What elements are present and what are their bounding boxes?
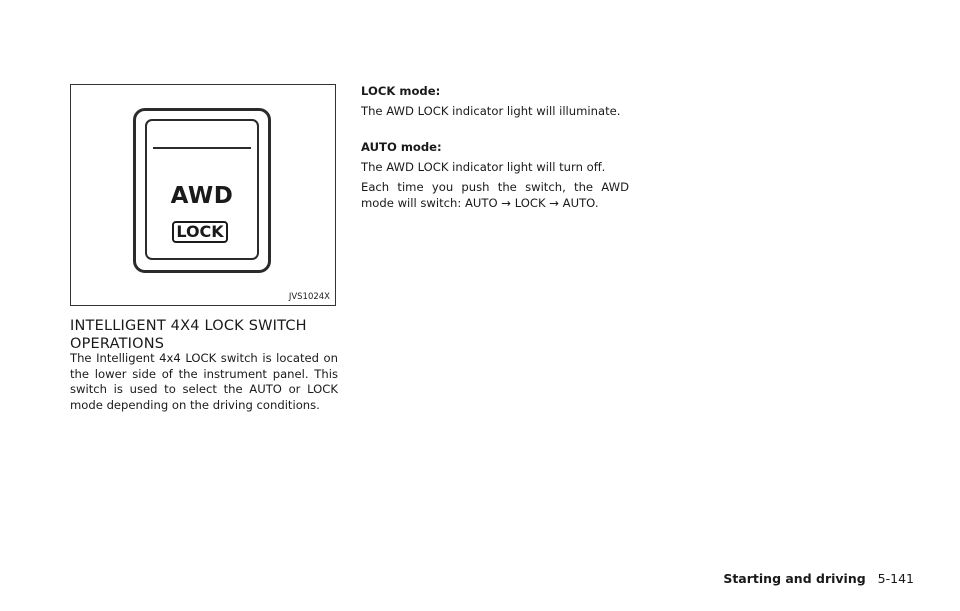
intro-paragraph: The Intelligent 4x4 LOCK switch is located on the lower side of the instrument panel. This switch is used to select the AUTO or LOCK mode depending on the driving conditions. [70, 351, 338, 412]
awd-lock-switch [145, 119, 259, 260]
page-number: 5-141 [877, 571, 914, 586]
footer-section-title: Starting and driving [723, 571, 866, 586]
mode-cycle-paragraph: Each time you push the switch, the AWD mode will switch: AUTO → LOCK → AUTO. [361, 180, 629, 210]
figure-code: JVS1024X [288, 292, 330, 302]
page-footer [723, 571, 914, 586]
switch-lock-label: LOCK [172, 221, 228, 243]
switch-awd-label: AWD [170, 183, 234, 209]
auto-mode-text: The AWD LOCK indicator light will turn off. [361, 160, 606, 174]
switch-divider-line [153, 147, 251, 149]
lock-mode-text: The AWD LOCK indicator light will illuminate. [361, 104, 621, 118]
section-heading: INTELLIGENT 4X4 LOCK SWITCH OPERATIONS [70, 318, 307, 352]
switch-bezel [133, 108, 271, 273]
awd-lock-switch-figure [70, 84, 336, 306]
lock-mode-title: LOCK mode: [361, 84, 441, 98]
auto-mode-title: AUTO mode: [361, 140, 442, 154]
